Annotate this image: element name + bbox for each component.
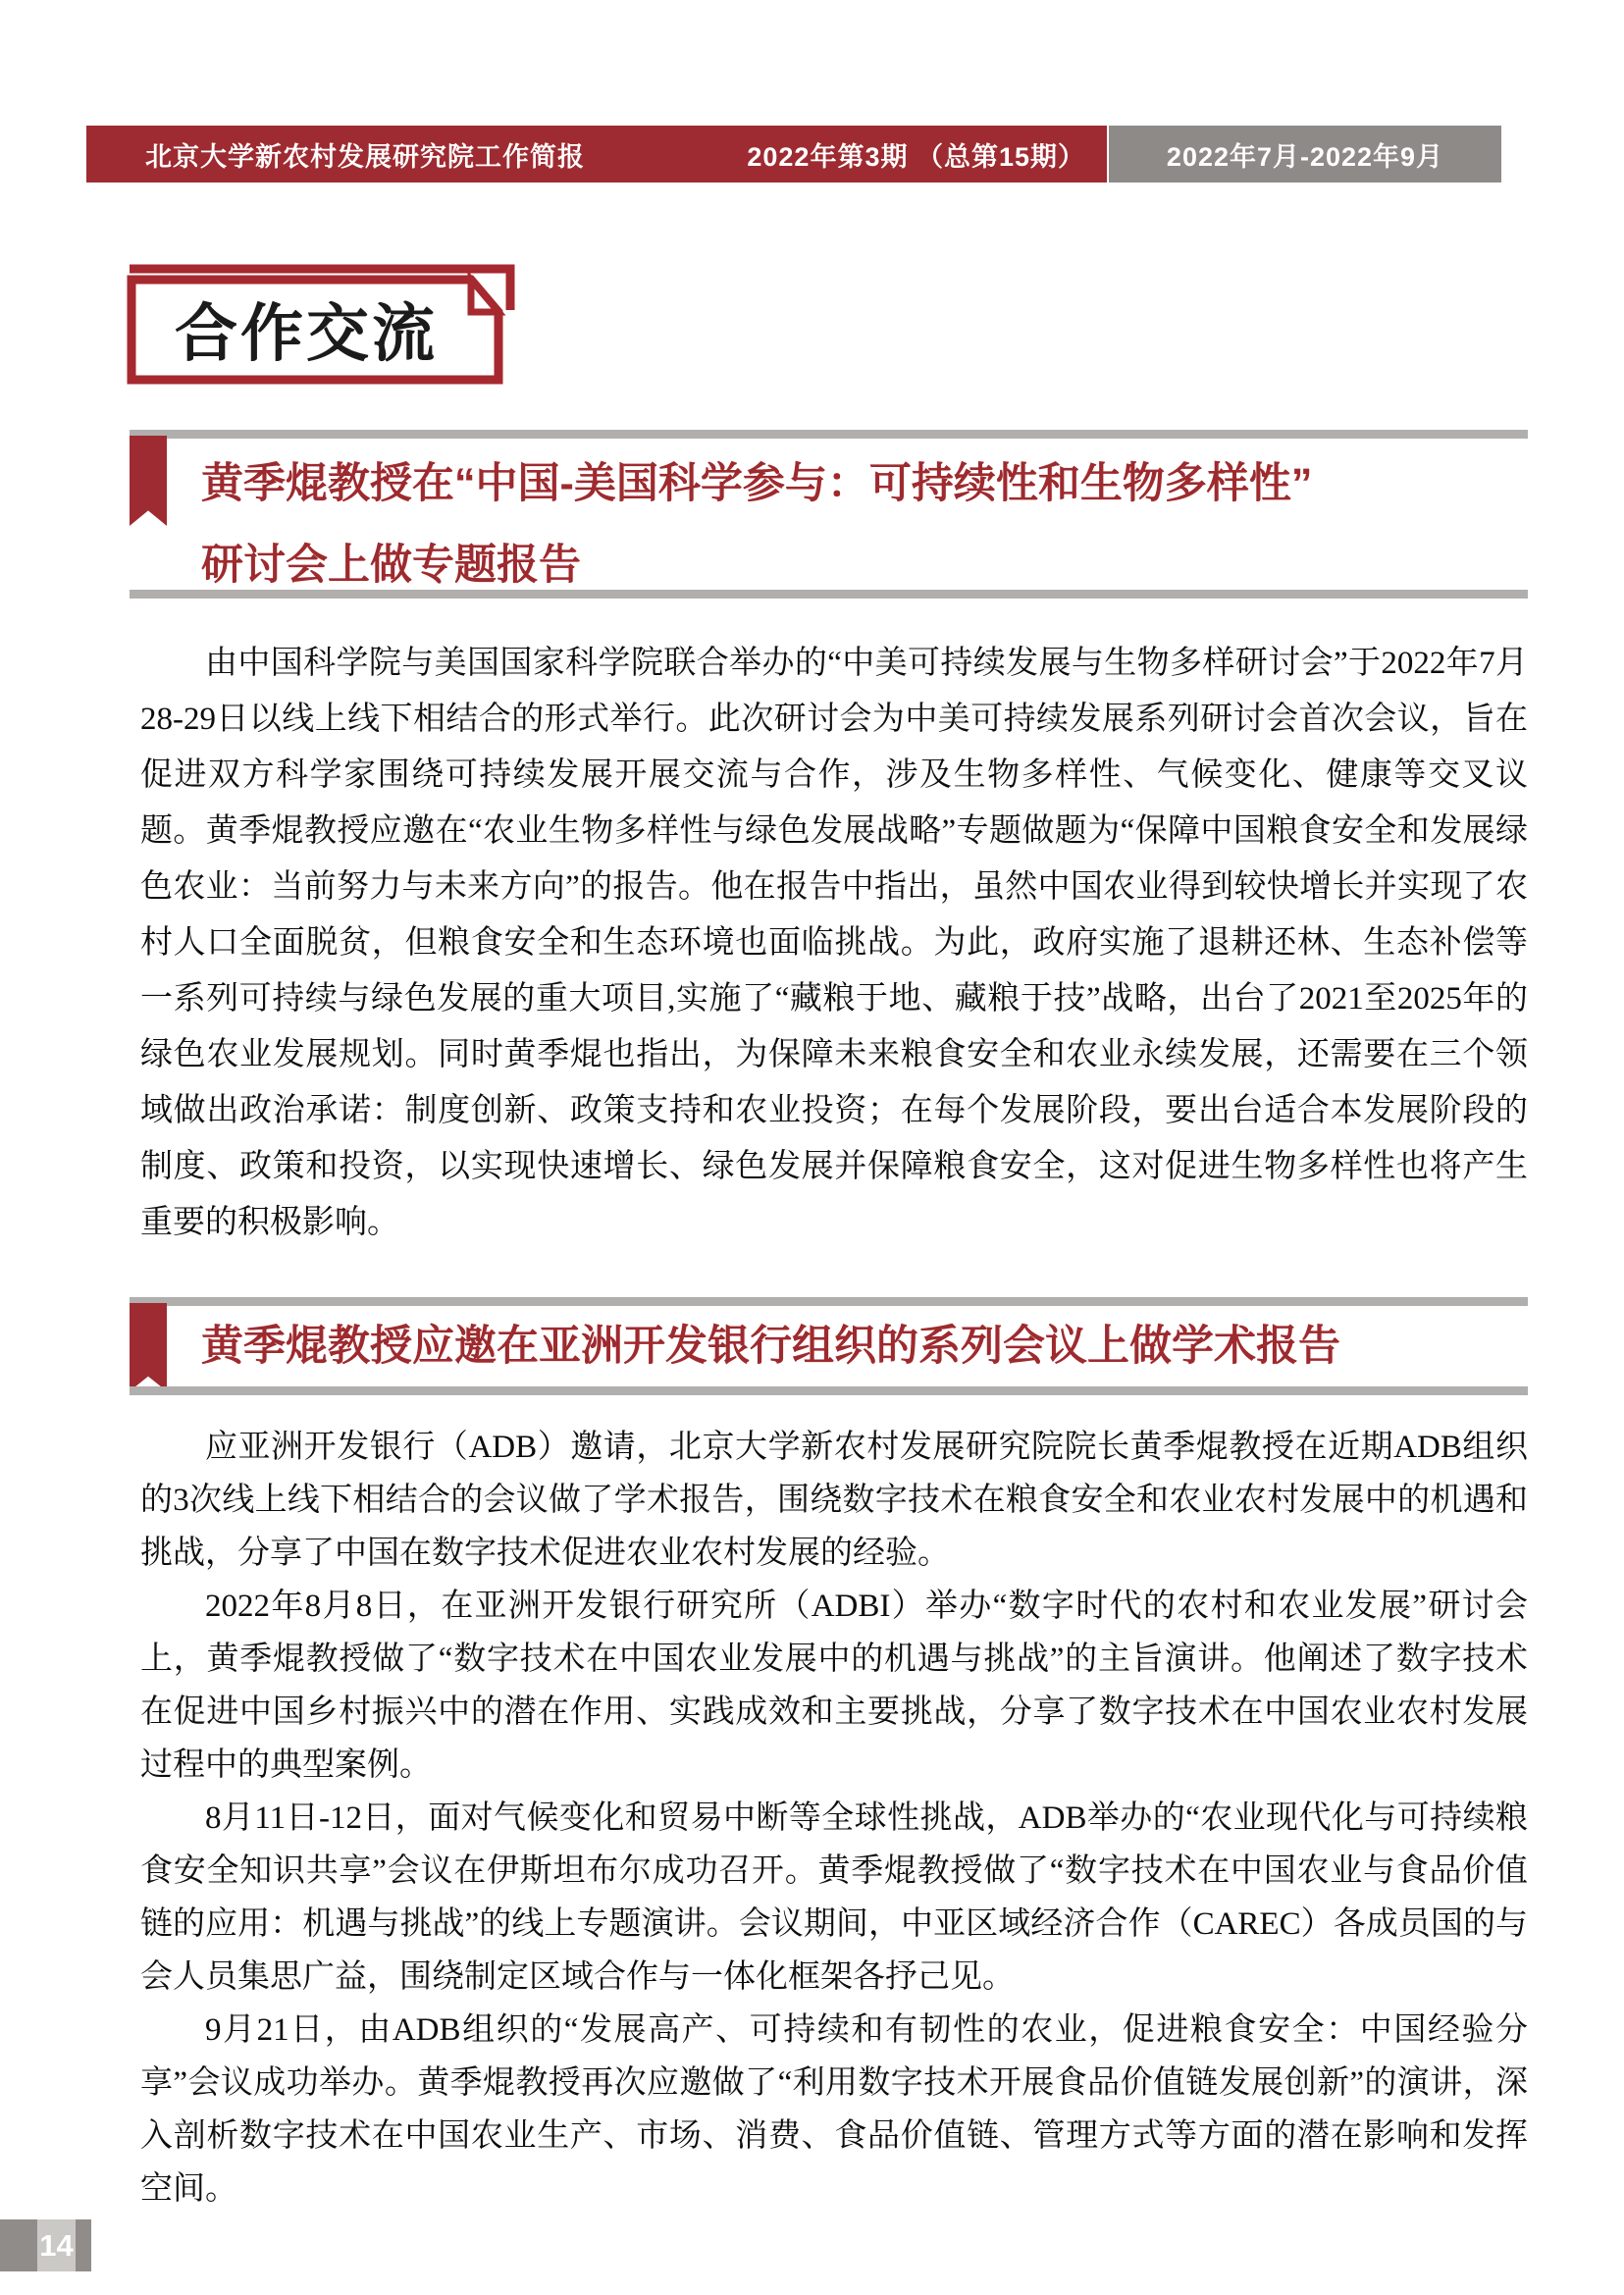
newsletter-title: 北京大学新农村发展研究院工作简报	[145, 141, 585, 172]
bookmark-ribbon-icon	[130, 436, 167, 526]
article-2-title	[201, 1315, 1536, 1378]
article-2-paragraph: 2022年8月8日，在亚洲开发银行研究所（ADBI）举办“数字时代的农村和农业发展”研讨会上，黄季焜教授做了“数字技术在中国农业发展中的机遇与挑战”的主旨演讲。他阐述了数字技术在促进中国乡村振兴中的潜在作用、实践成效和主要挑战，分享了数字技术在中国农业农村发展过程中的典型案例。	[140, 1589, 1528, 1783]
article-2-paragraph: 9月21日，由ADB组织的“发展高产、可持续和有韧性的农业，促进粮食安全：中国经验分享”会议成功举办。黄季焜教授再次应邀做了“利用数字技术开展食品价值链发展创新”的演讲，深入剖析数字技术在中国农业生产、市场、消费、食品价值链、管理方式等方面的潜在影响和发挥空间。	[140, 2012, 1528, 2207]
article-1-paragraph: 由中国科学院与美国国家科学院联合举办的“中美可持续发展与生物多样研讨会”于2022年7月28-29日以线上线下相结合的形式举行。此次研讨会为中美可持续发展系列研讨会首次会议，旨在促进双方科学家围绕可持续发展开展交流与合作，涉及生物多样性、气候变化、健康等交叉议题。黄季焜教授应邀在“农业生物多样性与绿色发展战略”专题做题为“保障中国粮食安全和发展绿色农业：当前努力与未来方向”的报告。他在报告中指出，虽然中国农业得到较快增长并实现了农村人口全面脱贫，但粮食安全和生态环境也面临挑战。为此，政府实施了退耕还林、生态补偿等一系列可持续与绿色发展的重大项目,实施了“藏粮于地、藏粮于技”战略，出台了2021至2025年的绿色农业发展规划。同时黄季焜也指出，为保障未来粮食安全和农业永续发展，还需要在三个领域做出政治承诺：制度创新、政策支持和农业投资；在每个发展阶段，要出台适合本发展阶段的制度、政策和投资，以实现快速增长、绿色发展并保障粮食安全，这对促进生物多样性也将产生重要的积极影响。	[140, 646, 1528, 1240]
page-number: 14	[37, 2219, 76, 2271]
article-2-paragraph: 应亚洲开发银行（ADB）邀请，北京大学新农村发展研究院院长黄季焜教授在近期ADB组织的3次线上线下相结合的会议做了学术报告，围绕数字技术在粮食安全和农业农村发展中的机遇和挑战，分享了中国在数字技术促进农业农村发展的经验。	[140, 1430, 1528, 1571]
article-2-body	[140, 1421, 1528, 2216]
divider-rule	[130, 1386, 1528, 1395]
divider-rule	[130, 430, 1528, 439]
issue-period: 2022年7月-2022年9月	[1166, 141, 1444, 172]
divider-rule	[130, 590, 1528, 599]
header-period-bar	[1109, 126, 1501, 183]
section-banner-title: 合作交流	[175, 298, 438, 369]
article-1-title	[201, 443, 1536, 606]
article-1-title-line-1: 黄季焜教授在“中国-美国科学参与：可持续性和生物多样性”	[201, 460, 1313, 507]
article-2-title-line-1: 黄季焜教授应邀在亚洲开发银行组织的系列会议上做学术报告	[201, 1323, 1340, 1370]
article-1-body	[140, 636, 1528, 1251]
section-banner	[124, 253, 555, 395]
divider-rule	[130, 1297, 1528, 1306]
article-1-title-line-2: 研讨会上做专题报告	[201, 542, 581, 589]
article-2-paragraph: 8月11日-12日，面对气候变化和贸易中断等全球性挑战，ADB举办的“农业现代化与可持续粮食安全知识共享”会议在伊斯坦布尔成功召开。黄季焜教授做了“数字技术在中国农业与食品价值链的应用：机遇与挑战”的线上专题演讲。会议期间，中亚区域经济合作（CAREC）各成员国的与会人员集思广益，围绕制定区域合作与一体化框架各抒己见。	[140, 1800, 1528, 1995]
issue-number: 2022年第3期 （总第15期）	[747, 141, 1085, 172]
page-number-badge	[0, 2219, 91, 2271]
header-red-bar	[86, 126, 1107, 183]
bookmark-ribbon-icon	[130, 1303, 167, 1391]
